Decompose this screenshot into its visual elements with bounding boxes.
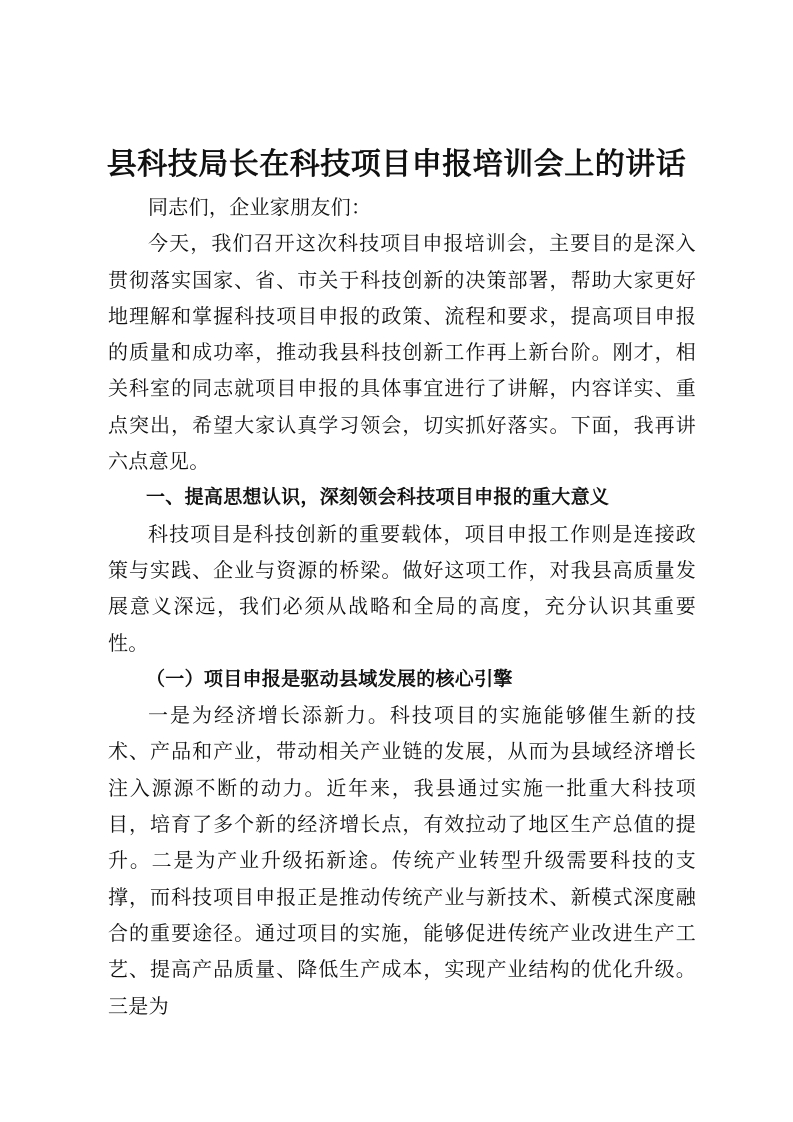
salutation: 同志们，企业家朋友们： [148,195,372,219]
document-title: 县科技局长在科技项目申报培训会上的讲话 [106,147,687,182]
section-heading-1: 一、提高思想认识，深刻领会科技项目申报的重大意义 [146,486,610,509]
document-body [108,189,696,1024]
subsection-heading-1: （一）项目申报是驱动县域发展的核心引擎 [146,667,513,690]
subsection-1-body: 一是为经济增长添新力。科技项目的实施能够催生新的技术、产品和产业，带动相关产业链的发展，从而为县域经济增长注入源源不断的动力。近年来，我县通过实施一批重大科技项目，培育了多个新的经济增长点，有效拉动了地区生产总值的提升。二是为产业升级拓新途。传统产业转型升级需要科技的支撑，而科技项目申报正是推动传统产业与新技术、新模式深度融合的重要途径。通过项目的实施，能够促进传统产业改进生产工艺、提高产品质量、降低生产成本，实现产业结构的优化升级。三是为 [108,703,696,1018]
intro-paragraph: 今天，我们召开这次科技项目申报培训会，主要目的是深入贯彻落实国家、省、市关于科技创新的决策部署，帮助大家更好地理解和掌握科技项目申报的政策、流程和要求，提高项目申报的质量和成功率，推动我县科技创新工作再上新台阶。刚才，相关科室的同志就项目申报的具体事宜进行了讲解，内容详实、重点突出，希望大家认真学习领会，切实抓好落实。下面，我再讲六点意见。 [108,231,696,474]
section-1-intro: 科技项目是科技创新的重要载体，项目申报工作则是连接政策与实践、企业与资源的桥梁。做好这项工作，对我县高质量发展意义深远，我们必须从战略和全局的高度，充分认识其重要性。 [108,521,696,655]
